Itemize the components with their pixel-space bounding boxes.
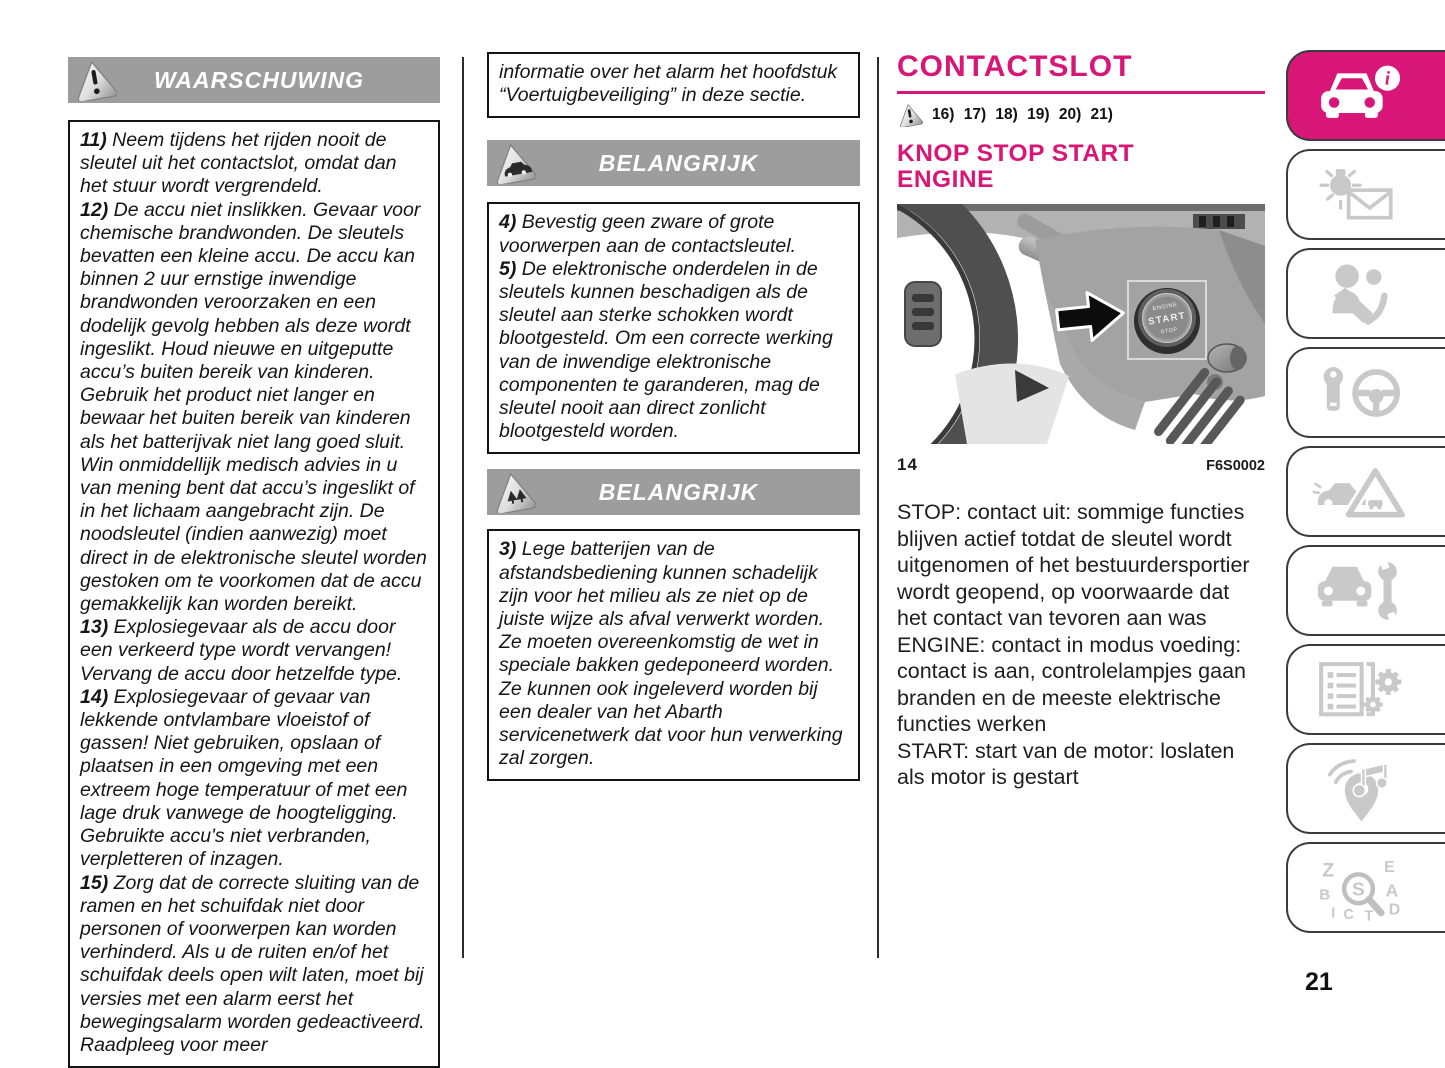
svg-text:T: T	[1364, 907, 1373, 922]
column-divider	[877, 57, 879, 958]
section-title: CONTACTSLOT	[897, 50, 1265, 94]
warning-triangle-small-icon	[897, 103, 923, 127]
warning-reference-numbers: 16) 17) 18) 19) 20) 21)	[932, 106, 1113, 123]
tab-technical-data[interactable]	[1286, 644, 1445, 735]
sub-title	[897, 141, 1265, 192]
tab-index[interactable]	[1286, 842, 1445, 933]
column-divider	[462, 57, 464, 958]
music-navigation-icon	[1305, 755, 1415, 823]
svg-text:A: A	[1385, 879, 1398, 900]
warning-continuation-box	[487, 52, 860, 118]
left-column	[68, 57, 440, 1068]
tab-instrument-panel[interactable]	[1286, 149, 1445, 240]
alphabet-magnifier-icon	[1305, 854, 1415, 922]
chapter-tab-bar	[1286, 50, 1445, 941]
car-warning-triangle-icon	[1305, 458, 1415, 526]
tab-vehicle-info[interactable]	[1286, 50, 1445, 141]
svg-text:i: i	[1384, 68, 1390, 90]
figure-caption-row	[897, 455, 1265, 475]
button-label-start: START	[1147, 310, 1187, 328]
important-item: 5) De elektronische onderdelen in de sleutels kunnen beschadigen als de sleutel aan sterke schokken wordt blootgesteld. Om een correcte werking van de inwendige elektronische componenten te garanderen, mag de sleutel nooit aan direct zonlicht blootgesteld worden.	[499, 257, 833, 443]
warning-triangle-icon	[68, 57, 122, 103]
tab-maintenance[interactable]	[1286, 545, 1445, 636]
important-header-2	[487, 469, 860, 515]
tab-emergency[interactable]	[1286, 446, 1445, 537]
svg-text:C: C	[1342, 906, 1354, 922]
seatbelt-passenger-icon	[1305, 260, 1415, 328]
tab-starting-driving[interactable]	[1286, 347, 1445, 438]
warning-item: 14) Explosiegevaar of gevaar van lekkende ontvlambare vloeistof of gassen! Niet gebruiken, opslaan of plaatsen in een omgeving met een extreem hoge temperatuur of met een lage druk vanwege de hoogteligging. Gebruikte accu's niet verbranden, verpletteren of inzagen.	[80, 685, 408, 871]
figure-number: 14	[897, 455, 918, 474]
engine-mode-paragraph: ENGINE: contact in modus voeding: contact is aan, controlelampjes gaan branden en de meeste elektrische functies werken	[897, 632, 1246, 736]
svg-text:D: D	[1388, 900, 1400, 918]
svg-text:Z: Z	[1321, 859, 1334, 882]
important-box-2	[487, 529, 860, 781]
warning-item: 12) De accu niet inslikken. Gevaar voor chemische brandwonden. De sleutels bevatten een kleine accu. De accu kan binnen 2 uur ernstige inwendige brandwonden veroorzaken en een dodelijk gevolg hebben als deze wordt ingeslikt. Houd nieuwe en uitgeputte accu’s buiten bereik van kinderen. Gebruik het product niet langer en bewaar het buiten bereik van kinderen als het batterijvak niet lang goed sluit. Win onmiddellijk medisch advies in u van mening bent dat accu’s ingeslikt of in het lichaam aangebracht zijn. De noodsleutel (indien aanwezig) moet direct in de elektronische sleutel worden gestoken om te voorkomen dat de accu gemakkelijk kan worden bereikt.	[80, 198, 427, 616]
sub-title-line1: KNOP STOP START	[897, 140, 1135, 167]
middle-column	[487, 52, 860, 781]
important-header-1-label: BELANGRIJK	[598, 149, 759, 176]
warning-light-envelope-icon	[1305, 161, 1415, 229]
svg-text:B: B	[1318, 885, 1330, 903]
button-label-stop: STOP	[1160, 326, 1179, 336]
important-header-1	[487, 140, 860, 186]
start-mode-paragraph: START: start van de motor: loslaten als motor is gestart	[897, 738, 1235, 789]
car-damage-triangle-icon	[487, 140, 541, 186]
important-box-1	[487, 202, 860, 454]
important-item: 4) Bevestig geen zware of grote voorwerpen aan de contactsleutel.	[499, 211, 797, 257]
environment-triangle-icon	[487, 469, 541, 515]
car-info-icon	[1305, 62, 1415, 130]
svg-text:E: E	[1383, 858, 1395, 876]
button-label-engine: ENGINE	[1152, 302, 1178, 313]
warning-item: 13) Explosiegevaar als de accu door een verkeerd type wordt vervangen! Vervang de accu door hetzelfde type.	[80, 616, 403, 685]
warning-item: 15) Zorg dat de correcte sluiting van de ramen en het schuifdak niet door personen of voorwerpen kan worden verhinderd. Als u de ruiten en/of het schuifdak deels open wilt laten, moet bij versies met een alarm eerst het bewegingsalarm worden gedeactiveerd. Raadpleeg voor meer	[80, 871, 425, 1056]
warning-references-row	[897, 103, 1265, 127]
stop-mode-paragraph: STOP: contact uit: sommige functies blijven actief totdat de sleutel wordt uitgenomen of het bestuurdersportier wordt geopend, op voorwaarde dat het contact van tevoren aan was	[897, 500, 1250, 630]
warning-header-label: WAARSCHUWING	[153, 66, 365, 93]
svg-text:I: I	[1330, 904, 1335, 921]
warning-header	[68, 57, 440, 103]
car-wrench-icon	[1305, 557, 1415, 625]
important-header-2-label: BELANGRIJK	[598, 478, 759, 505]
figure-code: F6S0002	[1206, 458, 1265, 474]
svg-text:S: S	[1351, 879, 1365, 901]
warning-item: 11) Neem tijdens het rijden nooit de sleutel uit het contactslot, omdat dan het stuur wordt vergrendeld.	[80, 129, 397, 198]
tab-multimedia[interactable]	[1286, 743, 1445, 834]
document-gears-icon	[1305, 656, 1415, 724]
tab-safety[interactable]	[1286, 248, 1445, 339]
warning-box	[68, 120, 440, 1068]
warning-continuation-text: informatie over het alarm het hoofdstuk “Voertuigbeveiliging” in deze sectie.	[499, 61, 838, 107]
sub-title-line2: ENGINE	[897, 165, 994, 193]
right-column	[897, 50, 1265, 791]
page-number: 21	[1305, 968, 1333, 996]
ignition-figure	[897, 204, 1265, 475]
ignition-modes-text	[897, 499, 1265, 791]
important-item: 3) Lege batterijen van de afstandsbediening kunnen schadelijk zijn voor het milieu als ze niet op de juiste wijze als afval verwerkt worden. Ze moeten overeenkomstig de wet in speciale bakken gedeponeerd worden. Ze kunnen ook ingeleverd worden bij een dealer van het Abarth servicenetwerk dat voor hun verwerking zal zorgen.	[499, 538, 843, 770]
key-steering-wheel-icon	[1305, 359, 1415, 427]
